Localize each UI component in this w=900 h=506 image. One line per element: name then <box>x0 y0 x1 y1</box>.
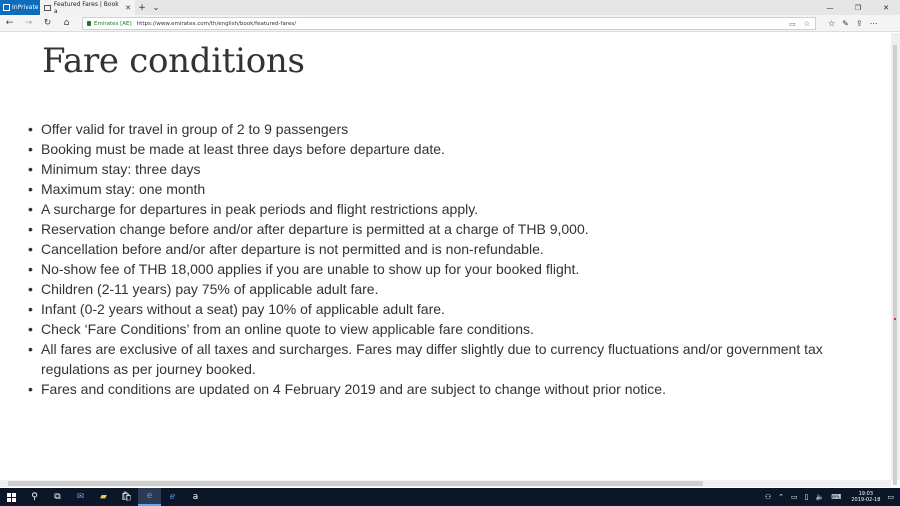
page-title: Fare conditions <box>42 41 305 81</box>
minimize-button[interactable]: — <box>826 3 834 12</box>
new-tab-button[interactable]: + <box>138 2 146 13</box>
action-center-icon[interactable]: ▭ <box>887 493 894 501</box>
page-icon <box>44 5 51 11</box>
favorites-icon[interactable]: ☆ <box>828 19 836 28</box>
condition-item: • All fares are exclusive of all taxes and surcharges. Fares may differ slightly due to currency fluctuations and/or government tax regulations as per journey booked. <box>28 339 858 379</box>
internet-explorer-icon[interactable]: ℯ <box>169 492 176 502</box>
condition-item: • Cancellation before and/or after departure is not permitted and is non-refundable. <box>28 239 858 259</box>
tab-list-chevron-icon[interactable]: ⌄ <box>152 2 160 13</box>
close-tab-icon[interactable]: ✕ <box>125 3 131 12</box>
inprivate-label: InPrivate <box>12 4 39 11</box>
search-icon[interactable]: ⚲ <box>31 492 38 502</box>
edge-icon[interactable]: e <box>138 488 161 506</box>
tab-title: Featured Fares | Book a <box>53 0 119 15</box>
condition-item: • Maximum stay: one month <box>28 179 858 199</box>
condition-item: • Check ‘Fare Conditions’ from an online quote to view applicable fare conditions. <box>28 319 858 339</box>
condition-item: • Children (2-11 years) pay 75% of applicable adult fare. <box>28 279 858 299</box>
address-bar[interactable] <box>82 17 816 30</box>
reading-view-icon[interactable]: ▭ <box>789 19 796 28</box>
condition-item: • Fares and conditions are updated on 4 February 2019 and are subject to change without prior notice. <box>28 379 858 399</box>
file-explorer-icon[interactable]: ▰ <box>100 492 107 502</box>
more-icon[interactable]: ⋯ <box>869 19 878 28</box>
condition-item: • Minimum stay: three days <box>28 159 858 179</box>
volume-icon[interactable]: 🔈 <box>815 493 825 501</box>
scroll-marker <box>894 318 896 320</box>
tab-featured-fares[interactable] <box>40 0 135 15</box>
network-icon[interactable]: ▭ <box>791 493 798 501</box>
battery-icon[interactable]: ▯ <box>804 493 809 501</box>
inprivate-icon <box>3 4 10 11</box>
tab-strip <box>0 0 900 15</box>
share-icon[interactable]: ⇪ <box>855 19 863 28</box>
show-hidden-icons-chevron-icon[interactable]: ⌃ <box>778 493 784 501</box>
amazon-icon[interactable]: a <box>192 492 199 502</box>
inprivate-tab[interactable] <box>0 0 40 15</box>
url-text[interactable]: https://www.emirates.com/th/english/book/featured-fares/ <box>136 20 297 27</box>
condition-item: • A surcharge for departures in peak periods and flight restrictions apply. <box>28 199 858 219</box>
condition-item: • No-show fee of THB 18,000 applies if you are unable to show up for your booked flight. <box>28 259 858 279</box>
vertical-scroll-thumb[interactable] <box>893 45 897 485</box>
task-view-icon[interactable]: ⧉ <box>54 492 61 502</box>
window-controls <box>816 0 900 15</box>
web-page <box>0 33 891 480</box>
navigation-bar <box>0 15 900 32</box>
keyboard-icon[interactable]: ⌨ <box>831 493 842 501</box>
outlook-icon[interactable]: ✉ <box>76 492 85 502</box>
restore-button[interactable]: ❐ <box>854 3 862 12</box>
back-button[interactable]: ← <box>5 18 14 28</box>
people-icon[interactable]: ⚇ <box>764 493 772 501</box>
clock-time: 19:03 <box>858 491 874 497</box>
toolbar-icons <box>828 15 878 32</box>
condition-item: • Reservation change before and/or after departure is permitted at a charge of THB 9,000. <box>28 219 858 239</box>
store-icon[interactable]: 🛍 <box>120 492 133 502</box>
clock[interactable] <box>851 491 880 503</box>
system-tray <box>765 491 900 503</box>
favorite-star-icon[interactable]: ☆ <box>803 19 810 28</box>
close-window-button[interactable]: ✕ <box>883 3 889 12</box>
windows-taskbar <box>0 488 900 506</box>
notes-icon[interactable]: ✎ <box>842 19 849 28</box>
lock-icon <box>87 21 91 26</box>
clock-date: 2019-02-18 <box>851 497 881 503</box>
forward-button[interactable]: → <box>24 18 33 28</box>
condition-item: • Infant (0-2 years without a seat) pay 10% of applicable adult fare. <box>28 299 858 319</box>
start-button[interactable] <box>0 488 23 506</box>
horizontal-scroll-thumb[interactable] <box>8 481 703 486</box>
condition-item: • Offer valid for travel in group of 2 to 9 passengers <box>28 119 858 139</box>
home-button[interactable]: ⌂ <box>63 18 70 28</box>
refresh-button[interactable]: ↻ <box>43 18 52 28</box>
condition-item: • Booking must be made at least three days before departure date. <box>28 139 858 159</box>
windows-logo-icon <box>7 493 16 502</box>
site-identity[interactable]: Emirates [AE] <box>94 20 132 27</box>
fare-conditions-list <box>28 119 858 399</box>
